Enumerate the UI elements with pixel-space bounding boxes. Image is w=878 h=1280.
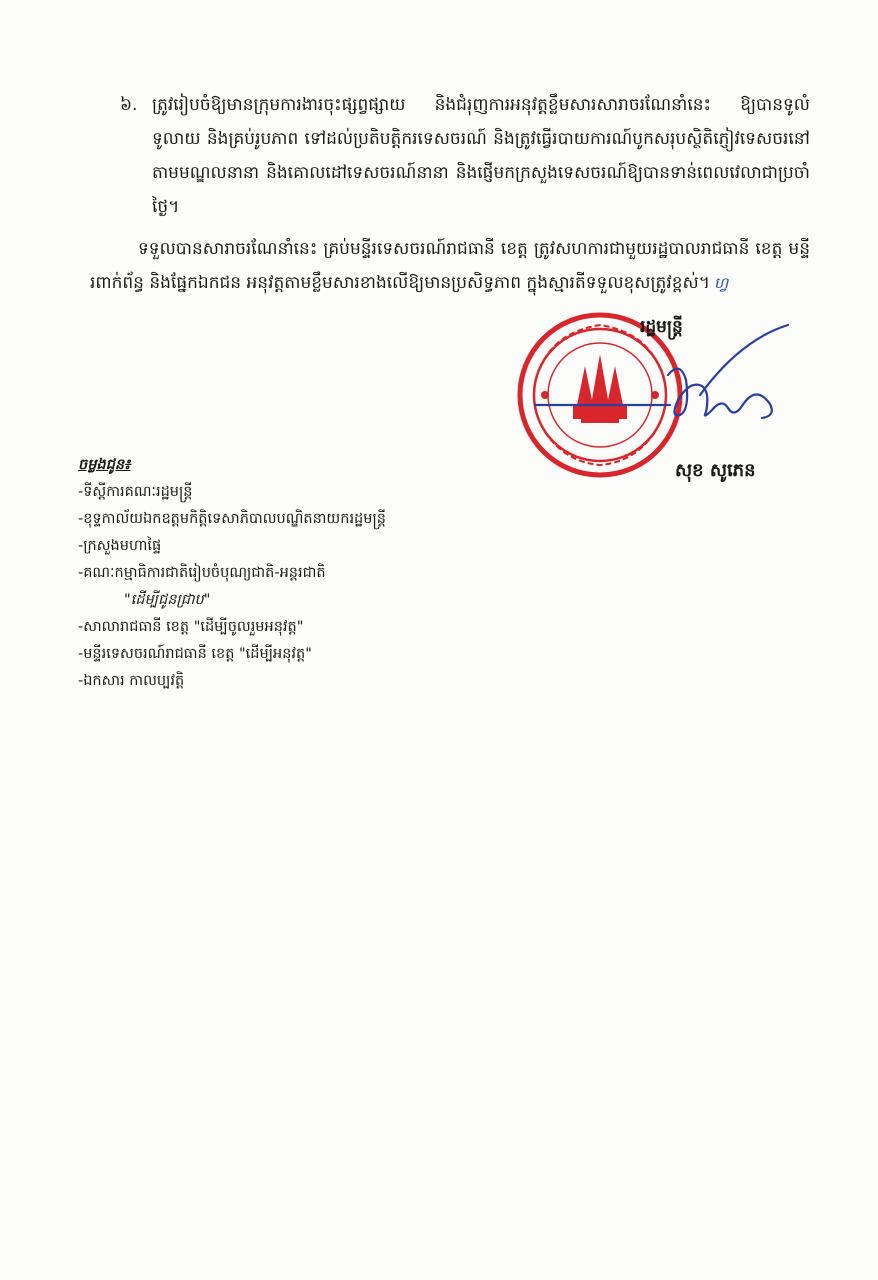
recipients-heading: ចម្លងជូន៖ (78, 457, 131, 473)
recipients-list (78, 452, 498, 695)
recipient-line: -គណៈកម្មាធិការជាតិរៀបចំបុណ្យជាតិ-អន្តរជាតិ (78, 565, 326, 581)
closing-paragraph (90, 232, 810, 300)
numbered-item-6 (120, 88, 810, 224)
recipient-note: "ដើម្បីជូនជ្រាប" (124, 592, 211, 608)
closing-paragraph-text: ទទួលបានសារាចរណែនាំនេះ គ្រប់មន្ទីរទេសចរណ៍រាជធានី ខេត្ត ត្រូវសហការជាមួយរដ្ឋបាលរាជធានី ខេត្ត មន្ទីរពាក់ព័ន្ធ និងផ្នែកឯកជន អនុវត្តតាមខ្លឹមសារខាងលើឱ្យមានប្រសិទ្ធភាព ក្នុងស្មារតីទទួលខុសត្រូវខ្ពស់។ (90, 239, 810, 293)
recipient-line: -ខុទ្ទកាល័យឯកឧត្តមកិត្តិទេសាភិបាលបណ្ឌិតនាយករដ្ឋមន្ត្រី (78, 511, 386, 527)
item-text: ត្រូវរៀបចំឱ្យមានក្រុមការងារចុះផ្សព្វផ្សាយ និងជំរុញការអនុវត្តខ្លឹមសារសារាចរណែនាំនេះ ឱ្យបានទូលំទូលាយ និងគ្រប់រូបភាព ទៅដល់ប្រតិបត្តិករទេសចរណ៍ និងត្រូវធ្វើរបាយការណ៍បូកសរុបស្ថិតិភ្ញៀវទេសចរនៅតាមមណ្ឌលនានា និងគោលដៅទេសចរណ៍នានា និងផ្ញើមកក្រសួងទេសចរណ៍ឱ្យបានទាន់ពេលវេលាជាប្រចាំថ្ងៃ។ (152, 95, 810, 217)
recipient-line: -ក្រសួងមហាផ្ទៃ (78, 538, 162, 554)
signatory-title: រដ្ឋមន្ត្រី (640, 317, 683, 337)
handwritten-initial: ហ្វ (713, 274, 729, 292)
recipient-line: -សាលារាជធានី ខេត្ត "ដើម្បីចូលរួមអនុវត្ត" (78, 619, 304, 635)
recipient-line: -ឯកសារ កាលប្បវត្តិ (78, 673, 185, 689)
item-number: ៦. (120, 95, 138, 115)
recipient-line: -ទីស្តីការគណៈរដ្ឋមន្ត្រី (78, 484, 193, 500)
recipient-line: -មន្ទីរទេសចរណ៍រាជធានី ខេត្ត "ដើម្បីអនុវត្ត" (78, 646, 312, 662)
signatory-name: សុខ សូភេន (675, 460, 756, 481)
